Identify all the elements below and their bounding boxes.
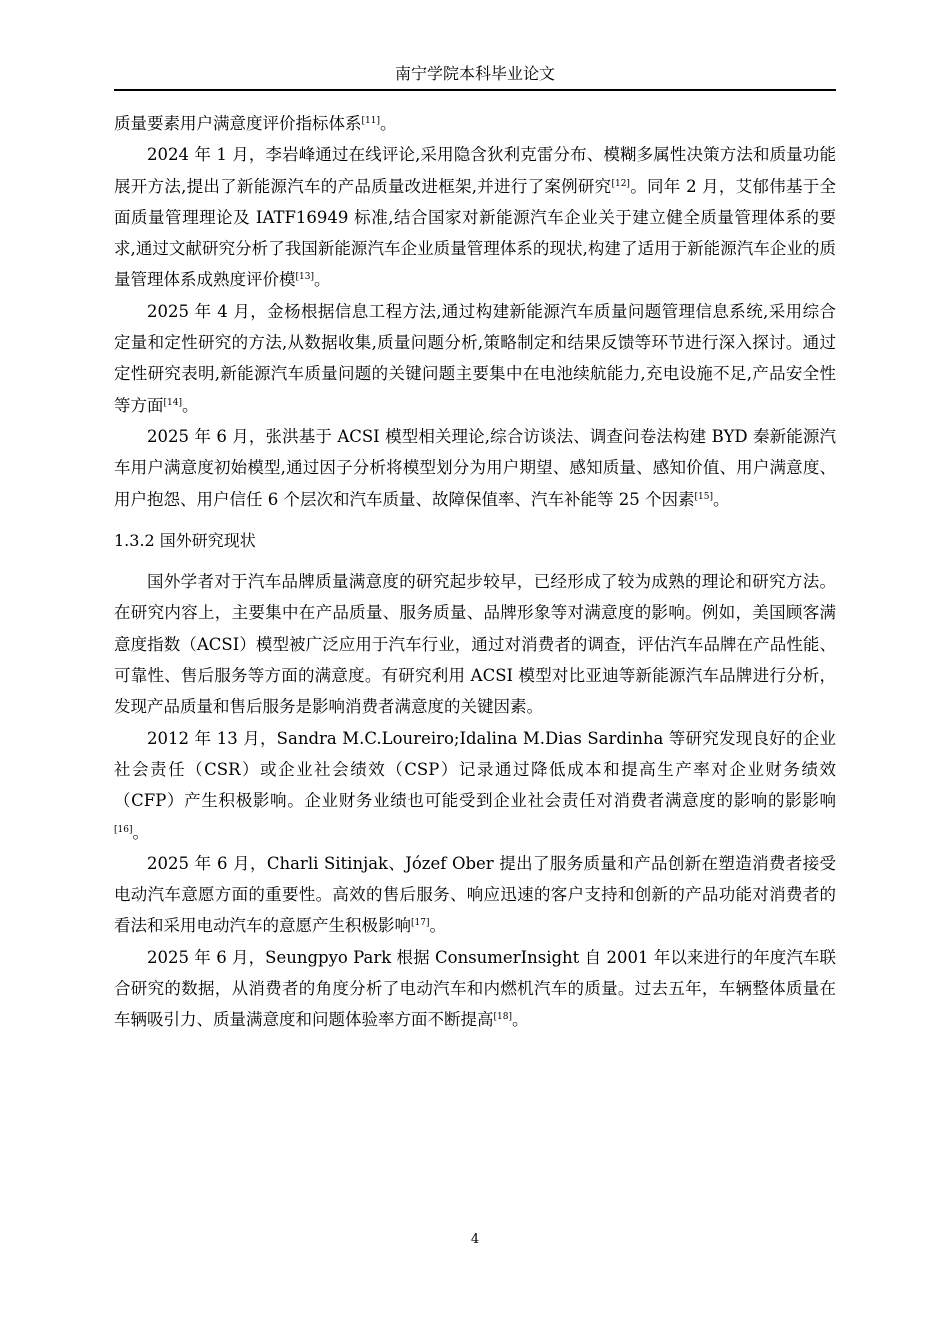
paragraph [114, 723, 836, 848]
citation: [12] [611, 178, 630, 189]
paragraph [114, 942, 836, 1036]
citation: [11] [361, 116, 380, 126]
paragraph-tail: 。 [181, 395, 199, 415]
citation: [14] [163, 397, 182, 408]
paragraph-tail: 。同年 2 月，艾郁伟基于全面质量管理理论及 IATF16949 标准,结合国家对新能源汽车企业关于建立健全质量管理体系的要求,通过文献研究分析了我国新能源汽车企业质量管理体系的现状,构建了适用于新能源汽车企业的质量管理体系成熟度评价模 [114, 176, 836, 290]
paragraph-text: 质量要素用户满意度评价指标体系 [114, 114, 362, 133]
paragraph-text: 2012 年 13 月，Sandra M.C.Loureiro;Idalina M.Dias Sardinha 等研究发现良好的企业社会责任（CSR）或企业社会绩效（CSP）记录通过降低成本和提高生产率对企业财务绩效（CFP）产生积极影响。企业财务业绩也可能受到企业社会责任对消费者满意度的影响的影影响 [114, 728, 836, 811]
page-header: 南宁学院本科毕业论文 [114, 62, 836, 91]
paragraph-text: 2025 年 6 月，张洪基于 ACSI 模型相关理论,综合访谈法、调查问卷法构建 BYD 秦新能源汽车用户满意度初始模型,通过因子分析将模型划分为用户期望、感知质量、感知价值、用户满意度、用户抱怨、用户信任 6 个层次和汽车质量、故障保值率、汽车补能等 25 个因素 [114, 426, 836, 509]
paragraph-tail: 。 [712, 489, 730, 509]
paragraph-tail: 。 [429, 916, 446, 936]
body-text [114, 108, 836, 1036]
paragraph [114, 421, 836, 515]
paragraph-tail: 。 [511, 1010, 529, 1030]
citation: [18] [493, 1012, 512, 1023]
paragraph-text: 2025 年 4 月，金杨根据信息工程方法,通过构建新能源汽车质量问题管理信息系统,采用综合定量和定性研究的方法,从数据收集,质量问题分析,策略制定和结果反馈等环节进行深入探讨。通过定性研究表明,新能源汽车质量问题的关键问题主要集中在电池续航能力,充电设施不足,产品安全性等方面 [114, 301, 836, 415]
paragraph-text: 2025 年 6 月，Seungpyo Park 根据 ConsumerInsight 自 2001 年以来进行的年度汽车联合研究的数据，从消费者的角度分析了电动汽车和内燃机汽车的质量。过去五年，车辆整体质量在车辆吸引力、质量满意度和问题体验率方面不断提高 [114, 947, 836, 1030]
paragraph-text: 2024 年 1 月，李岩峰通过在线评论,采用隐含狄利克雷分布、模糊多属性决策方法和质量功能展开方法,提出了新能源汽车的产品质量改进框架,并进行了案例研究 [114, 145, 836, 196]
section-heading: 1.3.2 国外研究现状 [114, 530, 256, 550]
citation: [15] [694, 491, 713, 502]
citation: [13] [295, 272, 314, 283]
paragraph [114, 296, 836, 421]
paragraph [114, 848, 836, 942]
page-number: 4 [470, 1232, 480, 1247]
paragraph [114, 108, 836, 139]
paragraph-text: 国外学者对于汽车品牌质量满意度的研究起步较早，已经形成了较为成熟的理论和研究方法。在研究内容上，主要集中在产品质量、服务质量、品牌形象等对满意度的影响。例如，美国顾客满意度指数（ACSI）模型被广泛应用于汽车行业，通过对消费者的调查，评估汽车品牌在产品性能、可靠性、售后服务等方面的满意度。有研究利用 ACSI 模型对比亚迪等新能源汽车品牌进行分析，发现产品质量和售后服务是影响消费者满意度的关键因素。 [114, 572, 836, 717]
paragraph-tail: 。 [379, 114, 397, 133]
paragraph [114, 566, 836, 722]
paragraph [114, 139, 836, 295]
citation: [17] [411, 918, 430, 929]
paragraph-tail: 。 [132, 822, 149, 842]
citation: [16] [114, 824, 133, 835]
paragraph-text: 2025 年 6 月，Charli Sitinjak、Józef Ober 提出了服务质量和产品创新在塑造消费者接受电动汽车意愿方面的重要性。高效的售后服务、响应迅速的客户支持和创新的产品功能对消费者的看法和采用电动汽车的意愿产生积极影响 [114, 853, 836, 936]
paragraph-tail: 。 [313, 270, 331, 290]
